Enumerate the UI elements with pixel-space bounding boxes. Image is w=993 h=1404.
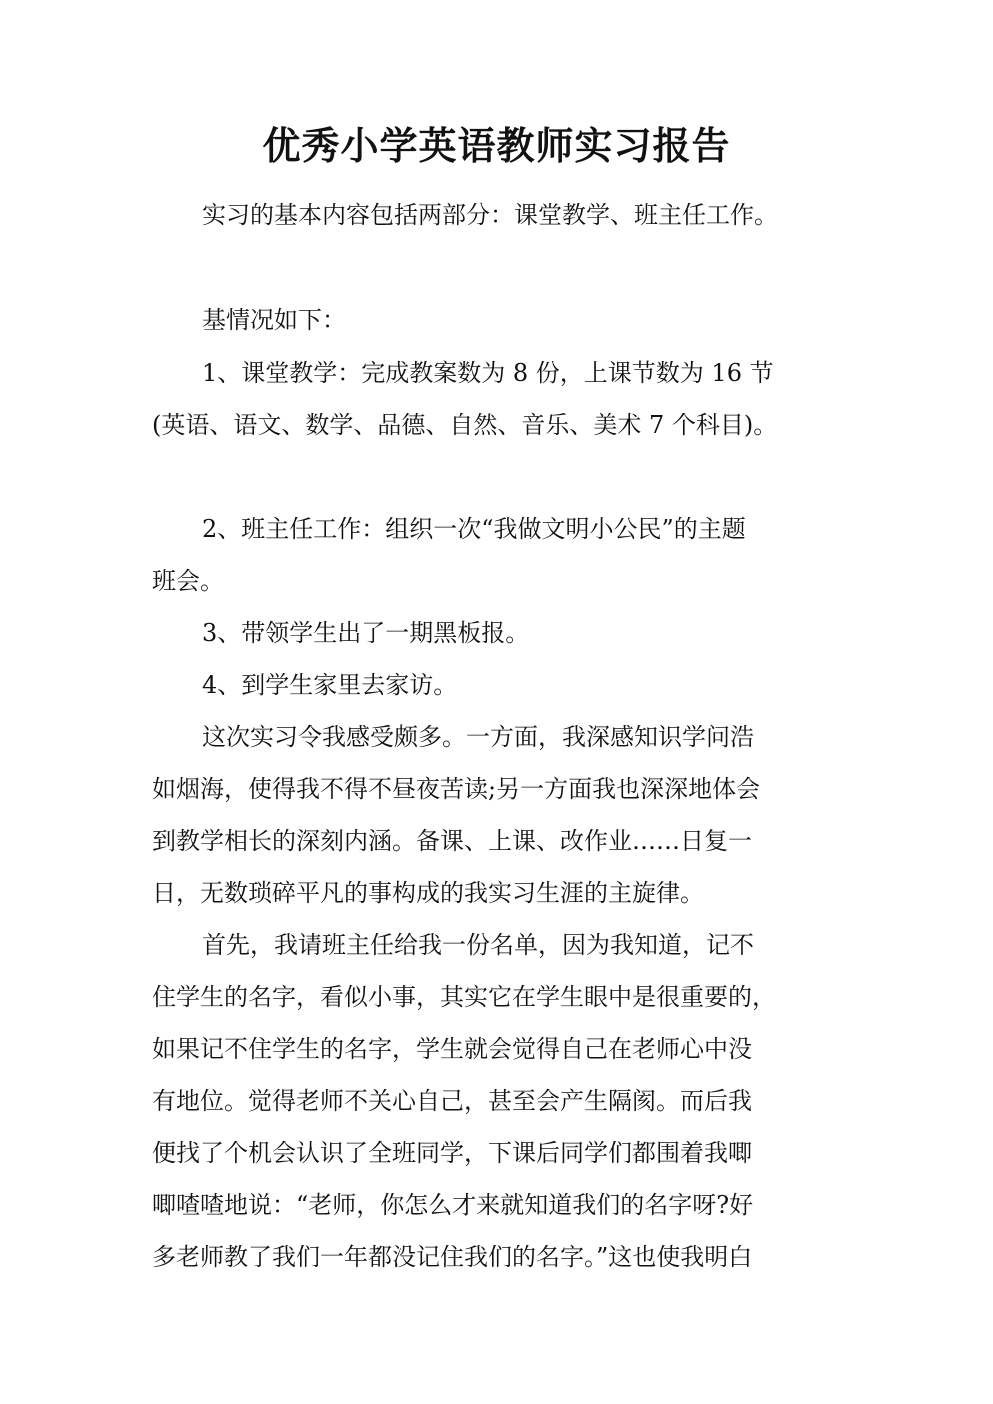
item-2-line-2: 班会。 <box>152 567 224 595</box>
paragraph-2-line-1: 首先，我请班主任给我一份名单，因为我知道，记不 <box>202 931 754 959</box>
basic-info-heading: 基情况如下： <box>202 306 346 334</box>
item-1-line-2: (英语、语文、数学、品德、自然、音乐、美术 7 个科目)。 <box>152 411 778 439</box>
item-3-line: 3、带领学生出了一期黑板报。 <box>202 619 530 647</box>
paragraph-1-line-4: 日，无数琐碎平凡的事构成的我实习生涯的主旋律。 <box>152 879 704 907</box>
paragraph-1-line-1: 这次实习令我感受颇多。一方面，我深感知识学问浩 <box>202 723 754 751</box>
item-1-line-1: 1、课堂教学：完成教案数为 8 份，上课节数为 16 节 <box>202 359 774 387</box>
intro-line: 实习的基本内容包括两部分：课堂教学、班主任工作。 <box>202 201 778 229</box>
paragraph-2-line-3: 如果记不住学生的名字，学生就会觉得自己在老师心中没 <box>152 1035 752 1063</box>
paragraph-1-line-2: 如烟海，使得我不得不昼夜苦读;另一方面我也深深地体会 <box>152 775 761 803</box>
paragraph-2-line-4: 有地位。觉得老师不关心自己，甚至会产生隔阂。而后我 <box>152 1087 752 1115</box>
item-2-line-1: 2、班主任工作：组织一次“我做文明小公民”的主题 <box>202 515 746 543</box>
paragraph-2-line-6: 唧喳喳地说：“老师，你怎么才来就知道我们的名字呀?好 <box>152 1191 754 1219</box>
paragraph-2-line-5: 便找了个机会认识了全班同学，下课后同学们都围着我唧 <box>152 1139 752 1167</box>
item-4-line: 4、到学生家里去家访。 <box>202 671 458 699</box>
paragraph-2-line-2: 住学生的名字，看似小事，其实它在学生眼中是很重要的， <box>152 983 776 1011</box>
document-title: 优秀小学英语教师实习报告 <box>262 123 731 168</box>
paragraph-1-line-3: 到教学相长的深刻内涵。备课、上课、改作业……日复一 <box>152 827 752 855</box>
paragraph-2-line-7: 多老师教了我们一年都没记住我们的名字。”这也使我明白 <box>152 1243 753 1271</box>
